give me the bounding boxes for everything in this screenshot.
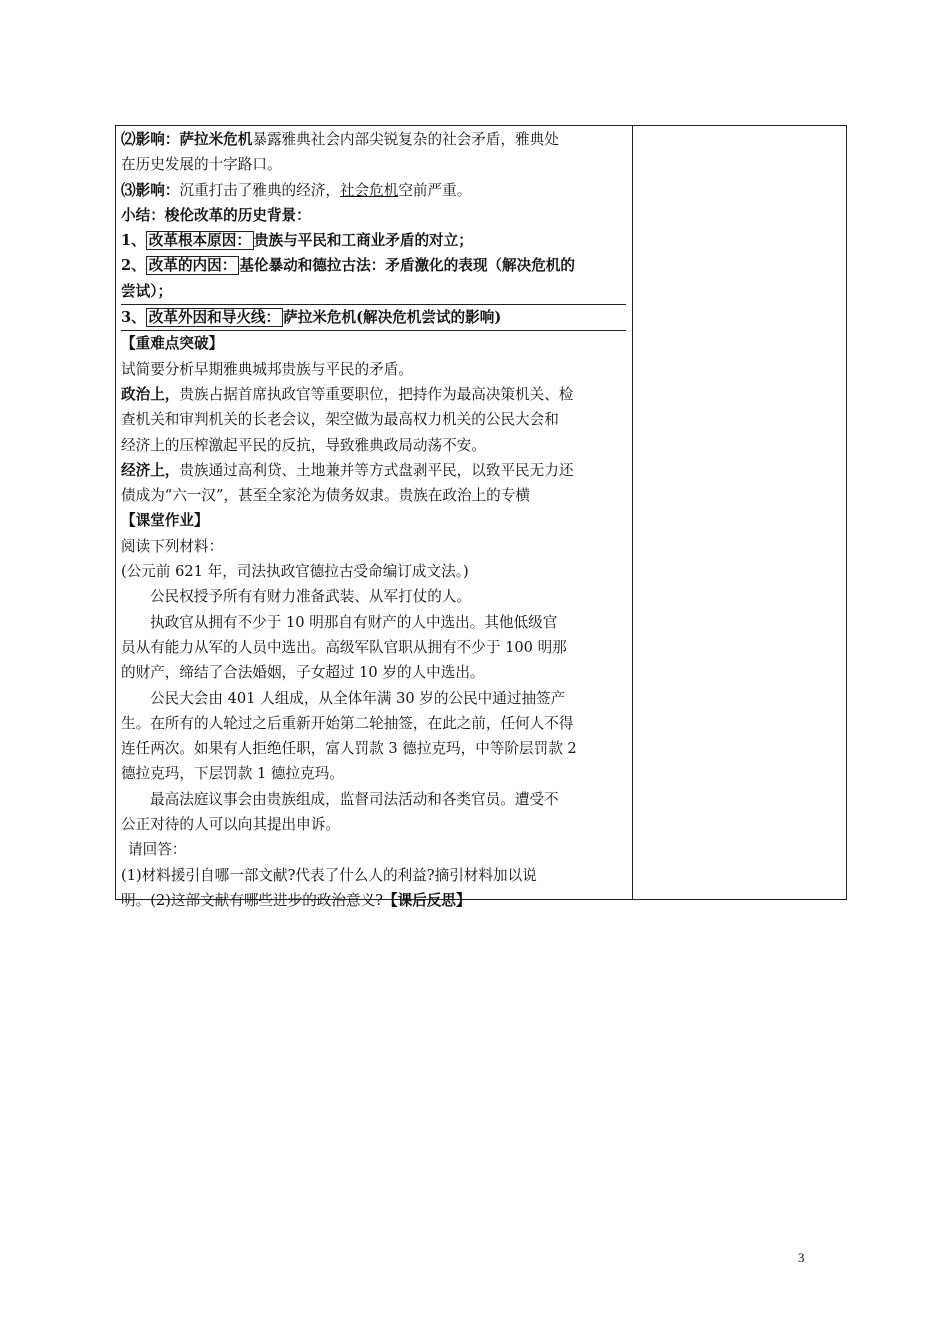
text-line: 生。在所有的人轮过之后重新开始第二轮抽签，在此之前，任何人不得 (121, 714, 574, 732)
item-text: 萨拉米危机(解决危机尝试的影响) (283, 309, 502, 327)
text-line: 阅读下列材料： (121, 537, 224, 555)
text-line: 债成为“六一汉”，甚至全家沦为债务奴隶。贵族在政治上的专横 (121, 487, 530, 505)
summary-item-2 (121, 253, 626, 278)
item-number: 1、 (121, 232, 146, 250)
text-line (121, 127, 626, 152)
summary-item-1 (121, 228, 626, 253)
text-line: 连任两次。如果有人拒绝任职，富人罚款 3 德拉克玛，中等阶层罚款 2 (121, 740, 577, 758)
text-line: 在历史发展的十字路口。 (121, 156, 282, 174)
text-line (121, 458, 626, 483)
text-line: 经济上的压榨激起平民的反抗，导致雅典政局动荡不安。 (121, 436, 486, 454)
table-column-divider (632, 125, 633, 900)
summary-item-3 (121, 305, 626, 331)
text-line: 德拉克玛，下层罚款 1 德拉克玛。 (121, 765, 344, 783)
underlined-term: 社会危机 (339, 181, 399, 199)
text-line: 执政官从拥有不少于 10 明那自有财产的人中选出。其他低级官 (150, 613, 558, 631)
influence-3-text: 沉重打击了雅典的经济， (179, 181, 340, 199)
text-line: 公正对待的人可以向其提出申诉。 (121, 816, 340, 834)
text-line: 最高法庭议事会由贵族组成，监督司法活动和各类官员。遭受不 (150, 790, 559, 808)
text-line: 的财产，缔结了合法婚姻，子女超过 10 岁的人中选出。 (121, 664, 485, 682)
text-line (121, 178, 626, 203)
section-heading-reflection: 【课后反思】 (383, 891, 471, 909)
boxed-term: 改革的内因： (146, 256, 240, 275)
table-left-cell (121, 127, 626, 913)
section-heading-classwork: 【课堂作业】 (121, 512, 209, 530)
item-number: 2、 (121, 257, 146, 275)
economy-label: 经济上， (121, 461, 180, 479)
text-line: (公元前 621 年，司法执政官德拉古受命编订成文法。) (121, 563, 469, 581)
summary-heading: 小结：梭伦改革的历史背景： (121, 206, 311, 224)
boxed-term: 改革根本原因： (146, 231, 254, 250)
economy-text: 贵族通过高利贷、土地兼并等方式盘剥平民，以致平民无力还 (179, 461, 574, 479)
politics-label: 政治上， (121, 385, 180, 403)
item-text: 基伦暴动和德拉古法：矛盾激化的表现（解决危机的 (239, 257, 575, 275)
item-number: 3、 (121, 309, 146, 327)
text-line: 公民权授予所有有财力准备武装、从军打仗的人。 (150, 588, 472, 606)
text-line: 员从有能力从军的人员中选出。高级军队官职从拥有不少于 100 明那 (121, 638, 567, 656)
item-text: 贵族与平民和工商业矛盾的对立； (253, 232, 473, 250)
influence-3-text-end: 空前严重。 (398, 181, 472, 199)
text-line (121, 888, 626, 913)
section-heading-key-points: 【重难点突破】 (121, 335, 224, 353)
text-line: (1)材料援引自哪一部文献?代表了什么人的利益?摘引材料加以说 (121, 866, 537, 884)
text-line (121, 382, 626, 407)
influence-2-text: 暴露雅典社会内部尖锐复杂的社会矛盾，雅典处 (252, 131, 559, 148)
text-line: 查机关和审判机关的长老会议，架空做为最高权力机关的公民大会和 (121, 411, 559, 429)
influence-3-label: ⑶影响： (121, 181, 180, 199)
text-line: 请回答： (128, 841, 187, 859)
text-line: 试简要分析早期雅典城邦贵族与平民的矛盾。 (121, 360, 413, 378)
politics-text: 贵族占据首席执政官等重要职位，把持作为最高决策机关、检 (179, 385, 574, 403)
question-text: 明。(2)这部文献有哪些进步的政治意义? (121, 891, 383, 909)
page-number: 3 (798, 1250, 805, 1265)
text-line: 公民大会由 401 人组成，从全体年满 30 岁的公民中通过抽签产 (150, 689, 566, 707)
boxed-term: 改革外因和导火线： (146, 308, 283, 327)
summary-item-2-cont: 尝试）； (121, 279, 626, 305)
influence-2-label: ⑵影响：萨拉米危机 (121, 131, 253, 148)
